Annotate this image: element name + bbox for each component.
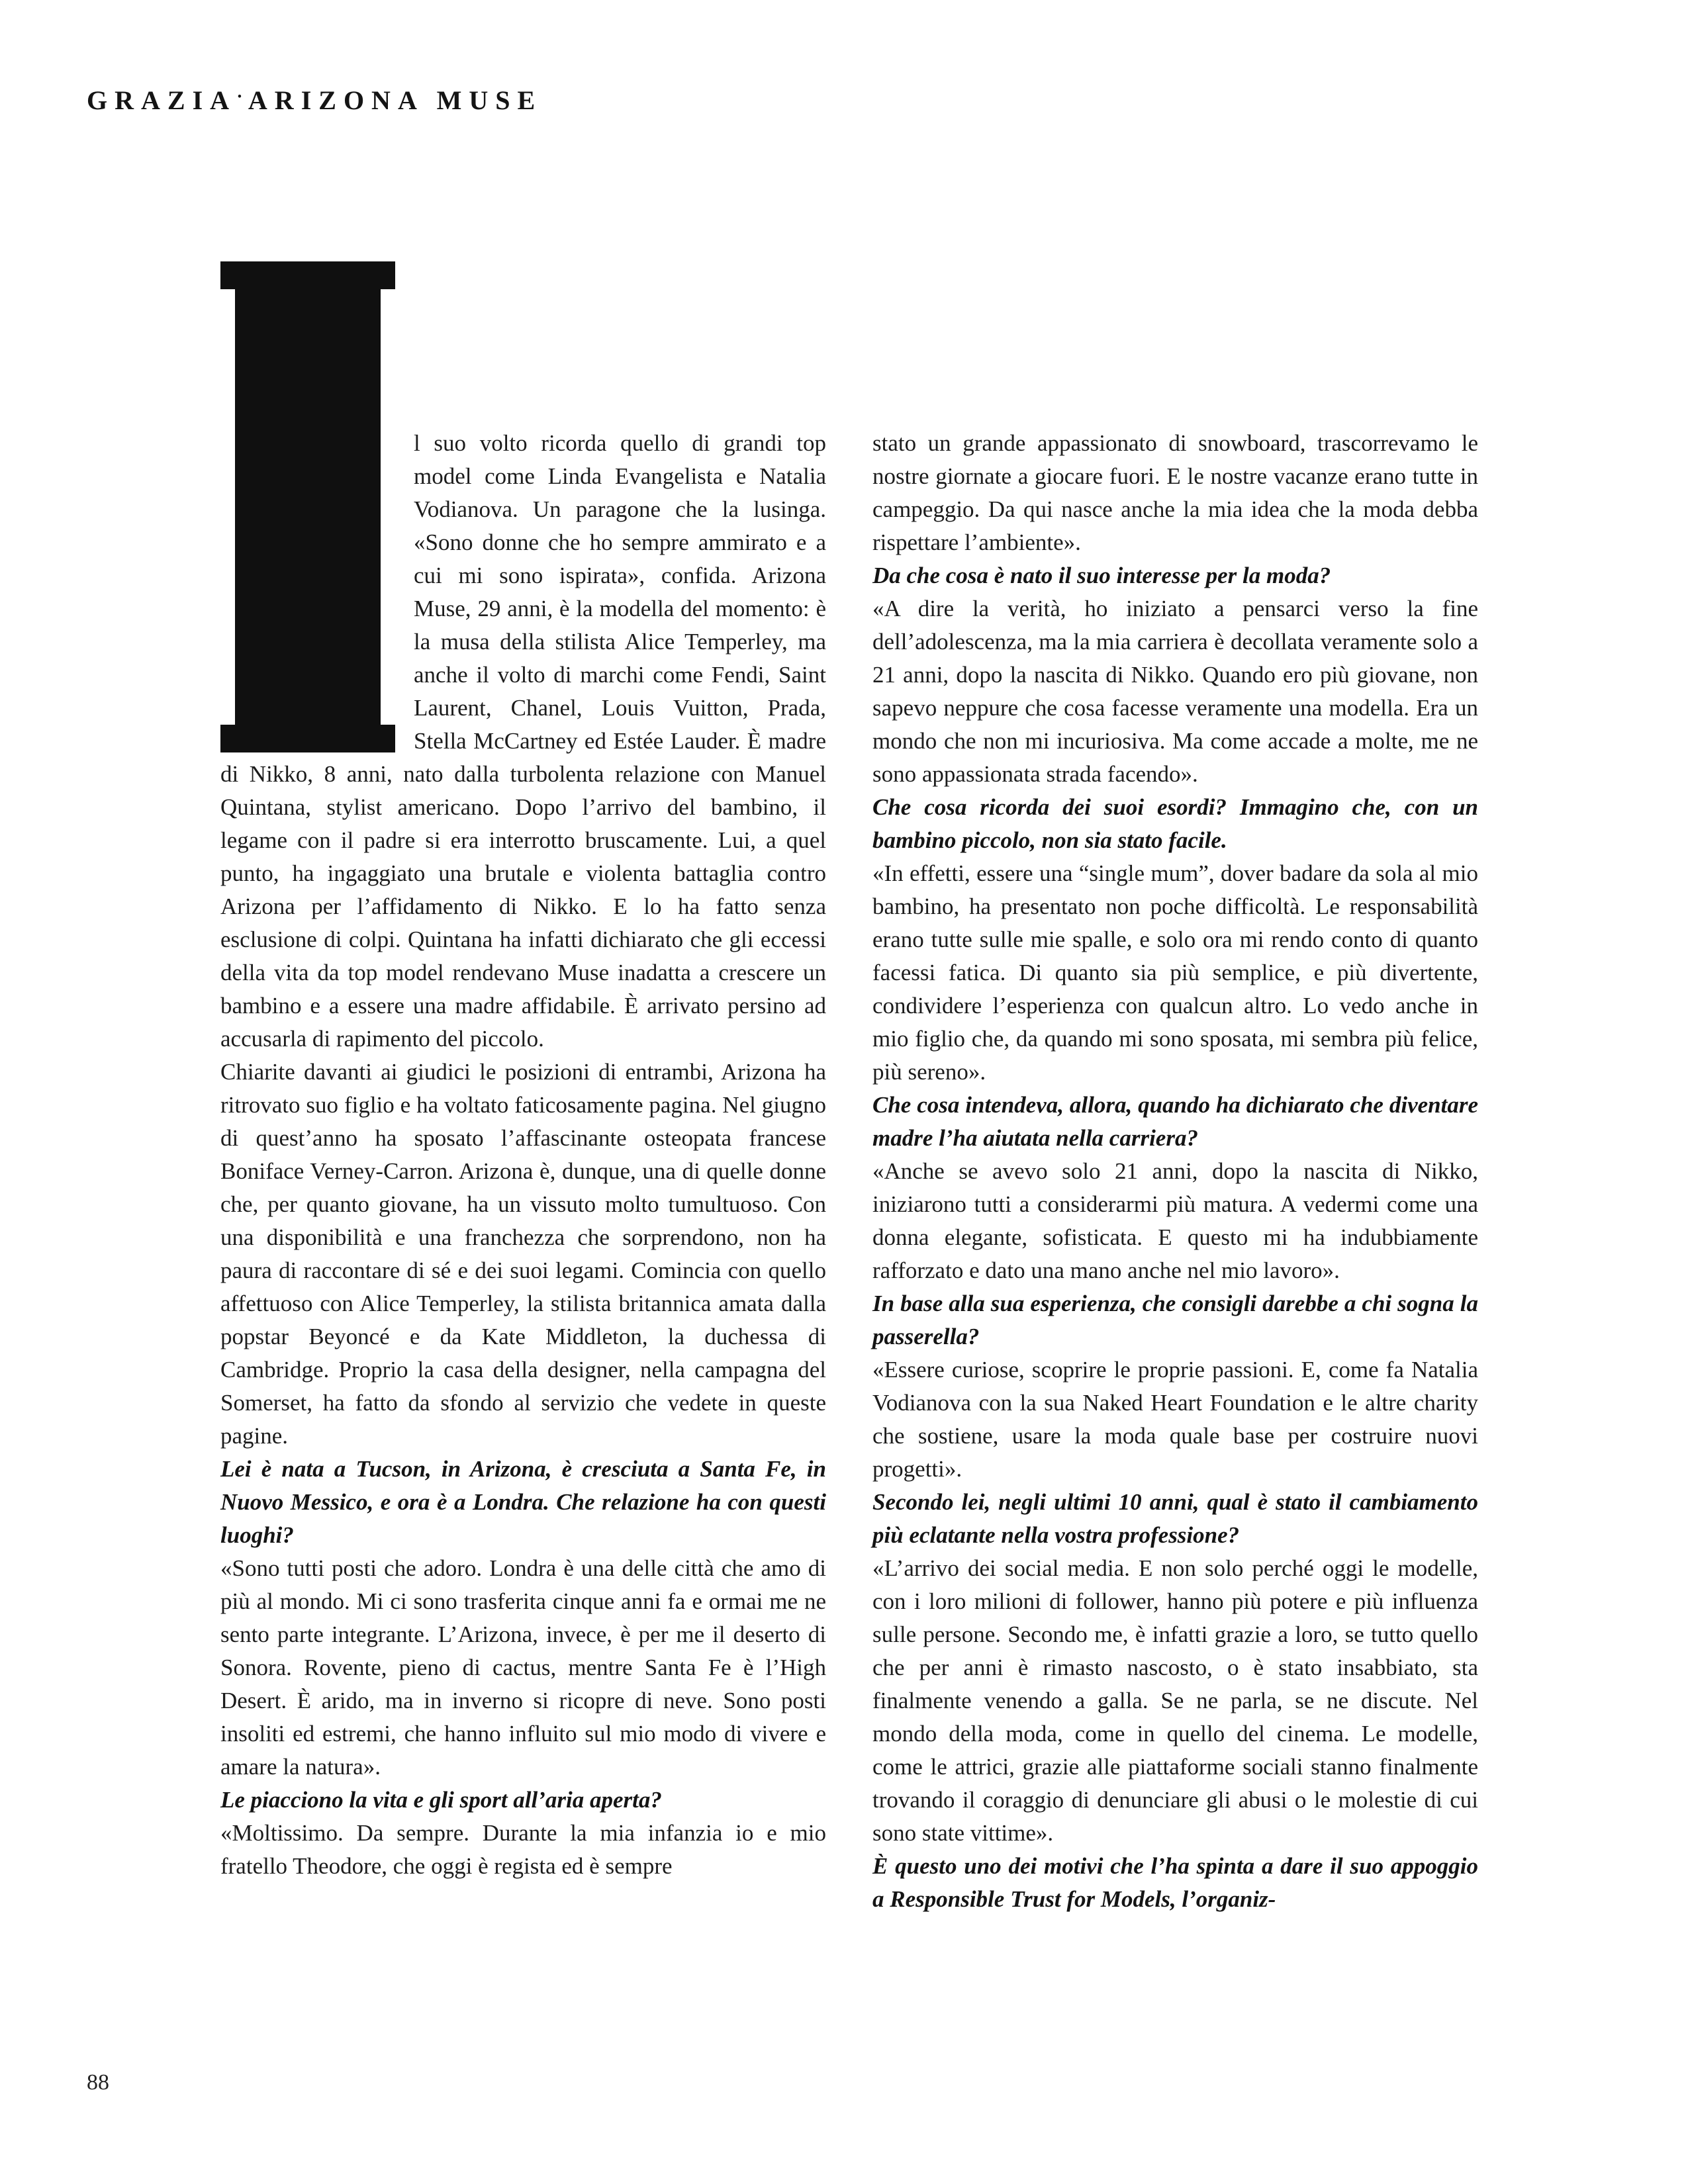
- page-number: 88: [87, 2070, 109, 2095]
- masthead-brand: GRAZIA: [87, 85, 237, 115]
- interview-question: Che cosa ricorda dei suoi esordi? Immagino che, con un bambino piccolo, non sia stato facile.: [872, 794, 1478, 853]
- article-paragraph: Chiarite davanti ai giudici le posizioni di entrambi, Arizona ha ritrovato suo figlio e ha voltato faticosamente pagina. Nel giugno di quest’anno ha sposato l’affascinante osteopata francese Boniface Verney-Carron. Arizona è, dunque, una di quelle donne che, per quanto giovane, ha un vissuto molto tumultuoso. Con una disponibilità e una franchezza che sorprendono, non ha paura di raccontare di sé e dei suoi legami. Comincia con quello affettuoso con Alice Temperley, la stilista britannica amata dalla popstar Beyoncé e da Kate Middleton, la duchessa di Cambridge. Proprio la casa della designer, nella campagna del Somerset, ha fatto da sfondo al servizio che vedete in queste pagine.: [220, 1059, 826, 1449]
- masthead: [87, 85, 542, 116]
- interview-question: In base alla sua esperienza, che consigli darebbe a chi sogna la passerella?: [872, 1291, 1478, 1349]
- article-paragraph: «Anche se avevo solo 21 anni, dopo la nascita di Nikko, iniziarono tutti a considerarmi più matura. A vedermi come una donna elegante, sofisticata. E questo mi ha indubbiamente rafforzato e dato una mano anche nel mio lavoro».: [872, 1158, 1478, 1283]
- interview-question: Secondo lei, negli ultimi 10 anni, qual è stato il cambiamento più eclatante nella vostra professione?: [872, 1489, 1478, 1548]
- article-paragraph: stato un grande appassionato di snowboard, trascorrevamo le nostre giornate a giocare fuori. E le nostre vacanze erano tutte in campeggio. Da qui nasce anche la mia idea che la moda debba rispettare l’ambiente».: [872, 430, 1478, 555]
- interview-question: Le piacciono la vita e gli sport all’aria aperta?: [220, 1787, 662, 1813]
- article-paragraph: «In effetti, essere una “single mum”, dover badare da sola al mio bambino, ha presentato non poche difficoltà. Le responsabilità erano tutte sulle mie spalle, e solo ora mi rendo conto di quanto facessi fatica. Di quanto sia più semplice, e più divertente, condividere l’esperienza con qualcun altro. Lo vedo anche in mio figlio che, da quando mi sono sposata, mi sembra più felice, più sereno».: [872, 860, 1478, 1085]
- drop-cap-letter: [220, 261, 395, 752]
- article-body: [220, 427, 1478, 1916]
- article-paragraph: «L’arrivo dei social media. E non solo perché oggi le modelle, con i loro milioni di follower, hanno più potere e più influenza sulle persone. Secondo me, è infatti grazie a loro, se tutto quello che per anni è rimasto nascosto, o è stato insabbiato, sta finalmente venendo a galla. Se ne parla, se ne discute. Nel mondo della moda, come in quello del cinema. Le modelle, come le attrici, grazie alle piattaforme sociali stanno finalmente trovando il coraggio di denunciare gli abusi o le molestie di cui sono state vittime».: [872, 1555, 1478, 1846]
- masthead-title: ARIZONA MUSE: [248, 85, 543, 115]
- interview-question: È questo uno dei motivi che l’ha spinta a dare il suo appoggio a Responsible Trust for Models, l’organiz-: [872, 1853, 1478, 1912]
- article-paragraph: «A dire la verità, ho iniziato a pensarci verso la fine dell’adolescenza, ma la mia carriera è decollata veramente solo a 21 anni, dopo la nascita di Nikko. Quando ero più giovane, non sapevo neppure che cosa facesse veramente una modella. Era un mondo che non mi incuriosiva. Ma come accade a molte, me ne sono appassionata strada facendo».: [872, 596, 1478, 787]
- article-paragraph: l suo volto ricorda quello di grandi top model come Linda Evangelista e Natalia Vodianova. Un paragone che la lusinga. «Sono donne che ho sempre ammirato e a cui mi sono ispirata», confida. Arizona Muse, 29 anni, è la modella del momento: è la musa della stilista Alice Temperley, ma anche il volto di marchi come Fendi, Saint Laurent, Chanel, Louis Vuitton, Prada, Stella McCartney ed Estée Lauder. È madre di Nikko, 8 anni, nato dalla turbolenta relazione con Manuel Quintana, stylist americano. Dopo l’arrivo del bambino, il legame con il padre si era interrotto bruscamente. Lui, a quel punto, ha ingaggiato una brutale e violenta battaglia contro Arizona per l’affidamento di Nikko. E lo ha fatto senza esclusione di colpi. Quintana ha infatti dichiarato che gli eccessi della vita da top model rendevano Muse inadatta a crescere un bambino e a essere una madre affidabile. È arrivato persino ad accusarla di rapimento del piccolo.: [220, 427, 826, 1056]
- interview-question: Che cosa intendeva, allora, quando ha dichiarato che diventare madre l’ha aiutata nella carriera?: [872, 1092, 1478, 1151]
- article-paragraph: «Sono tutti posti che adoro. Londra è una delle città che amo di più al mondo. Mi ci sono trasferita cinque anni fa e ormai me ne sento parte integrante. L’Arizona, invece, è per me il deserto di Sonora. Rovente, pieno di cactus, mentre Santa Fe è l’High Desert. È arido, ma in inverno si ricopre di neve. Sono posti insoliti ed estremi, che hanno influito sul mio modo di vivere e amare la natura».: [220, 1555, 826, 1780]
- interview-question: Da che cosa è nato il suo interesse per la moda?: [872, 563, 1331, 588]
- masthead-dot-icon: •: [238, 89, 242, 103]
- article-column-left: [220, 427, 826, 1916]
- article-paragraph: «Essere curiose, scoprire le proprie passioni. E, come fa Natalia Vodianova con la sua Naked Heart Foundation e le altre charity che sostiene, usare la moda quale base per costruire nuovi progetti».: [872, 1357, 1478, 1482]
- article-column-right: [872, 427, 1478, 1916]
- interview-question: Lei è nata a Tucson, in Arizona, è cresciuta a Santa Fe, in Nuovo Messico, e ora è a Londra. Che relazione ha con questi luoghi?: [220, 1456, 826, 1548]
- article-paragraph: «Moltissimo. Da sempre. Durante la mia infanzia io e mio fratello Theodore, che oggi è regista ed è sempre: [220, 1820, 826, 1879]
- drop-cap: [220, 427, 414, 751]
